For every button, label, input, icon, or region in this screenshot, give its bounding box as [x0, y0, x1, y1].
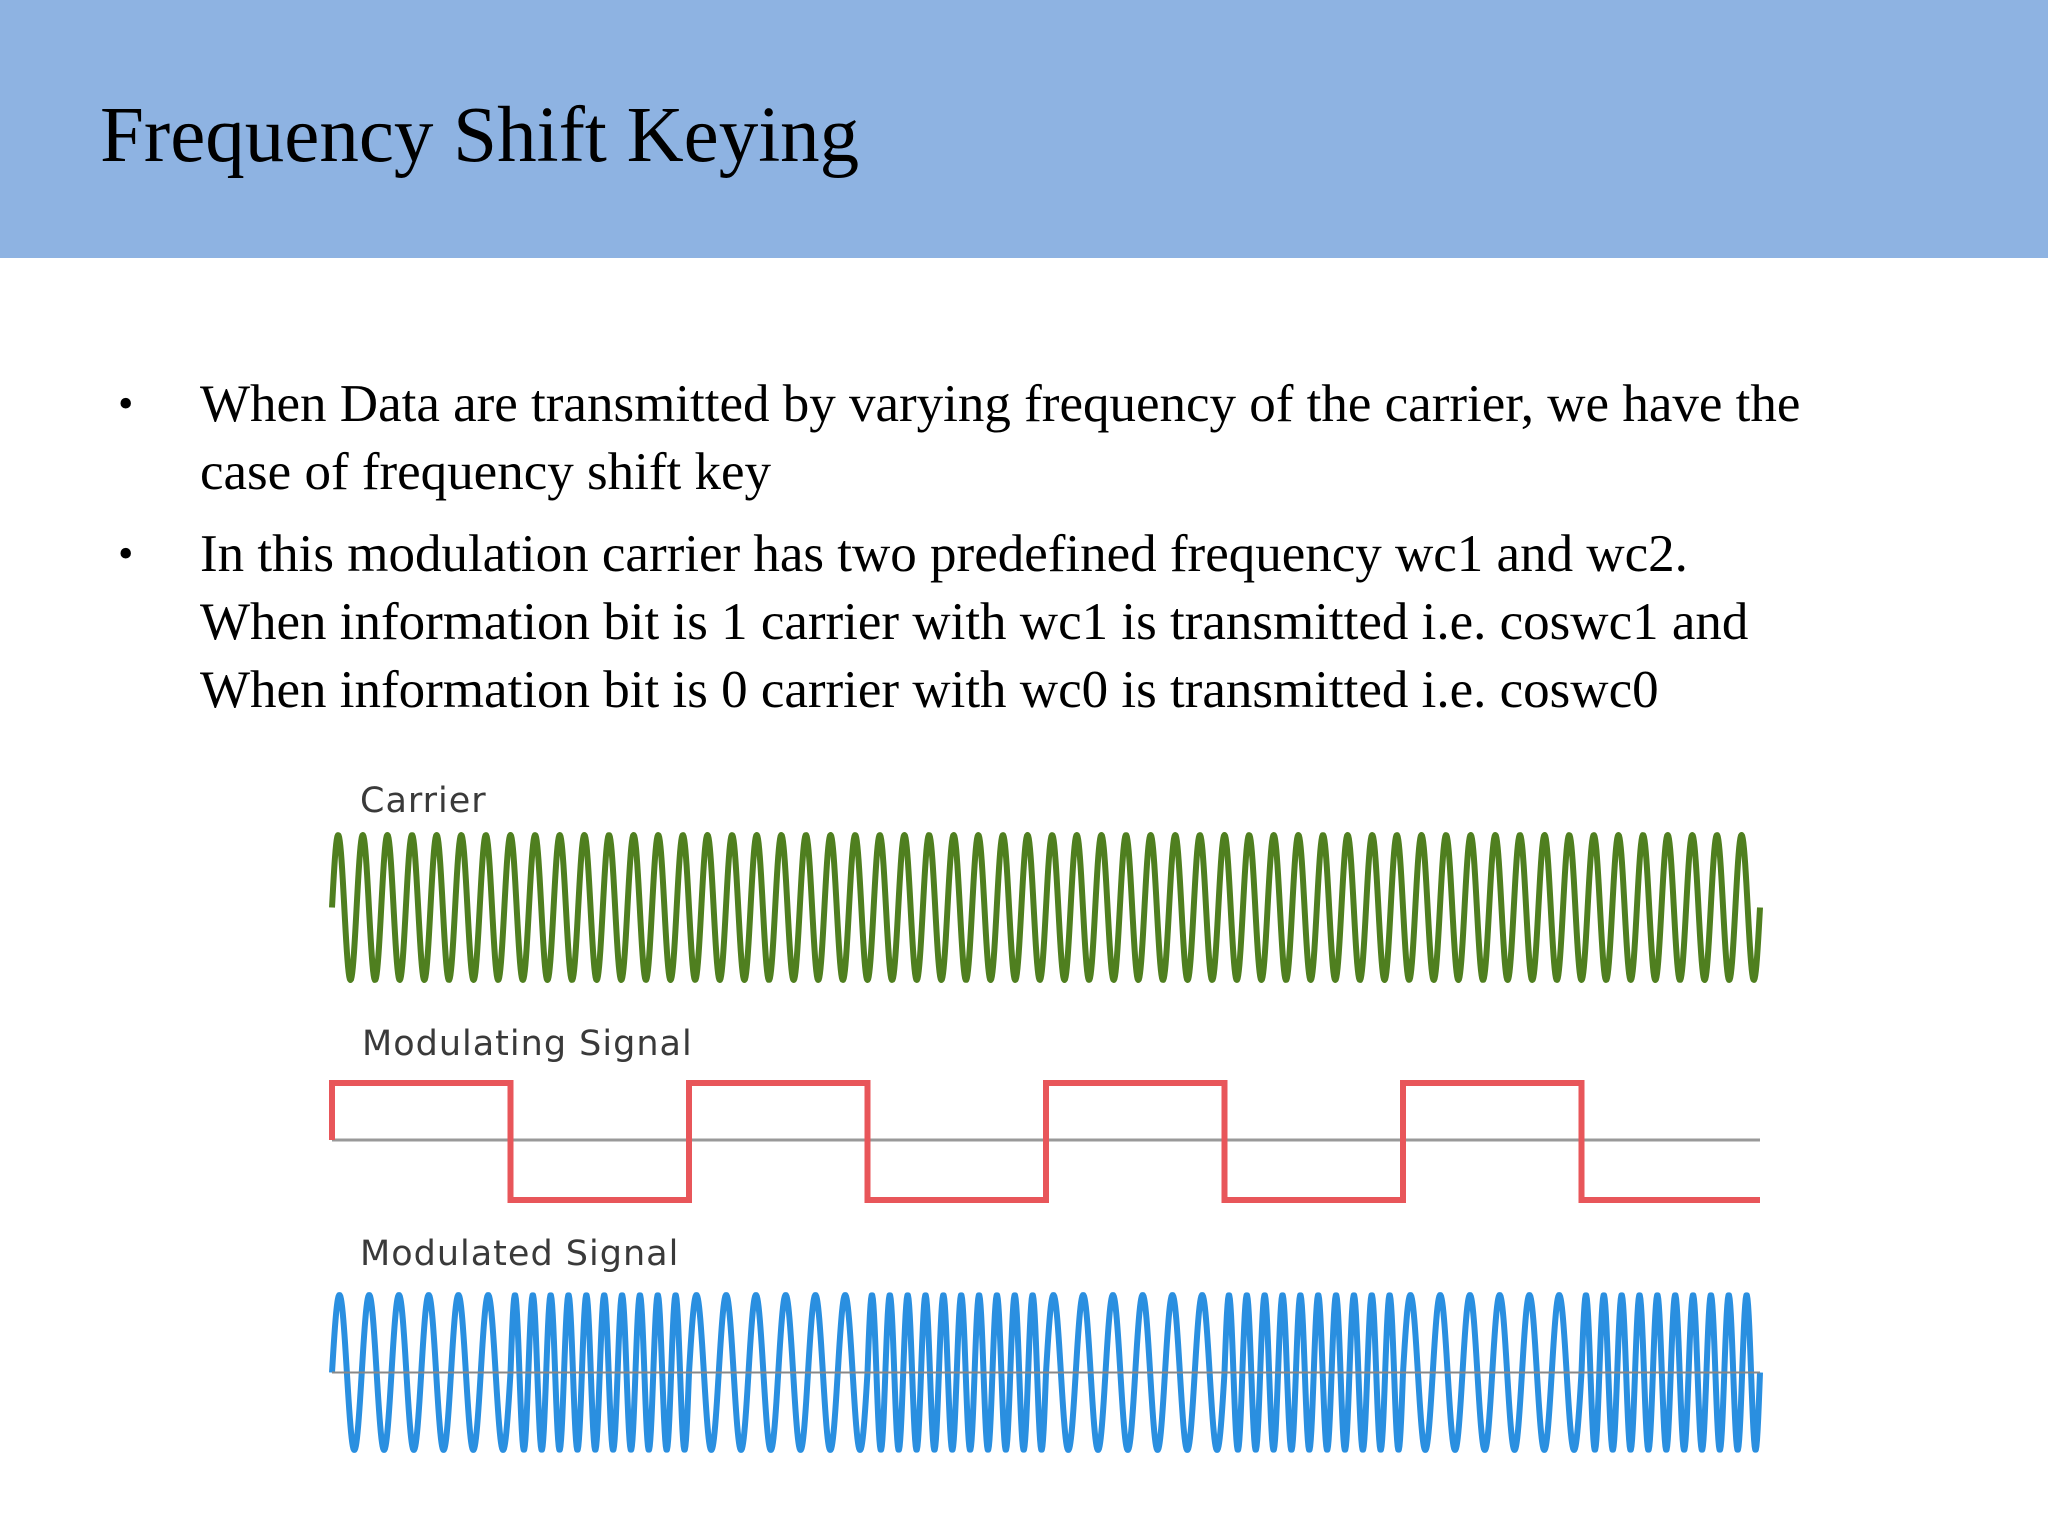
bullet-line: When information bit is 1 carrier with wc1 is transmitted i.e. coswc1 and	[200, 593, 1749, 651]
title-bar	[0, 0, 2048, 258]
bullet-dot-icon: •	[118, 379, 134, 428]
bullet-line: When Data are transmitted by varying frequency of the carrier, we have the	[200, 375, 1801, 433]
fsk-diagram-svg	[320, 765, 1770, 1495]
fsk-diagram	[320, 765, 1770, 1495]
bullet-line: case of frequency shift key	[200, 443, 771, 501]
bullet-item	[0, 520, 2048, 724]
slide-title: Frequency Shift Keying	[100, 92, 860, 179]
modulating-signal-label: Modulating Signal	[362, 1024, 693, 1064]
carrier-waveform	[332, 835, 1760, 980]
modulated-signal-label: Modulated Signal	[360, 1234, 680, 1274]
bullet-line: When information bit is 0 carrier with wc0 is transmitted i.e. coswc0	[200, 661, 1659, 719]
bullet-item	[0, 370, 2048, 506]
bullet-list	[0, 370, 2048, 738]
bullet-dot-icon: •	[118, 529, 134, 578]
bullet-line: In this modulation carrier has two predefined frequency wc1 and wc2.	[200, 525, 1688, 583]
carrier-label: Carrier	[360, 781, 487, 821]
